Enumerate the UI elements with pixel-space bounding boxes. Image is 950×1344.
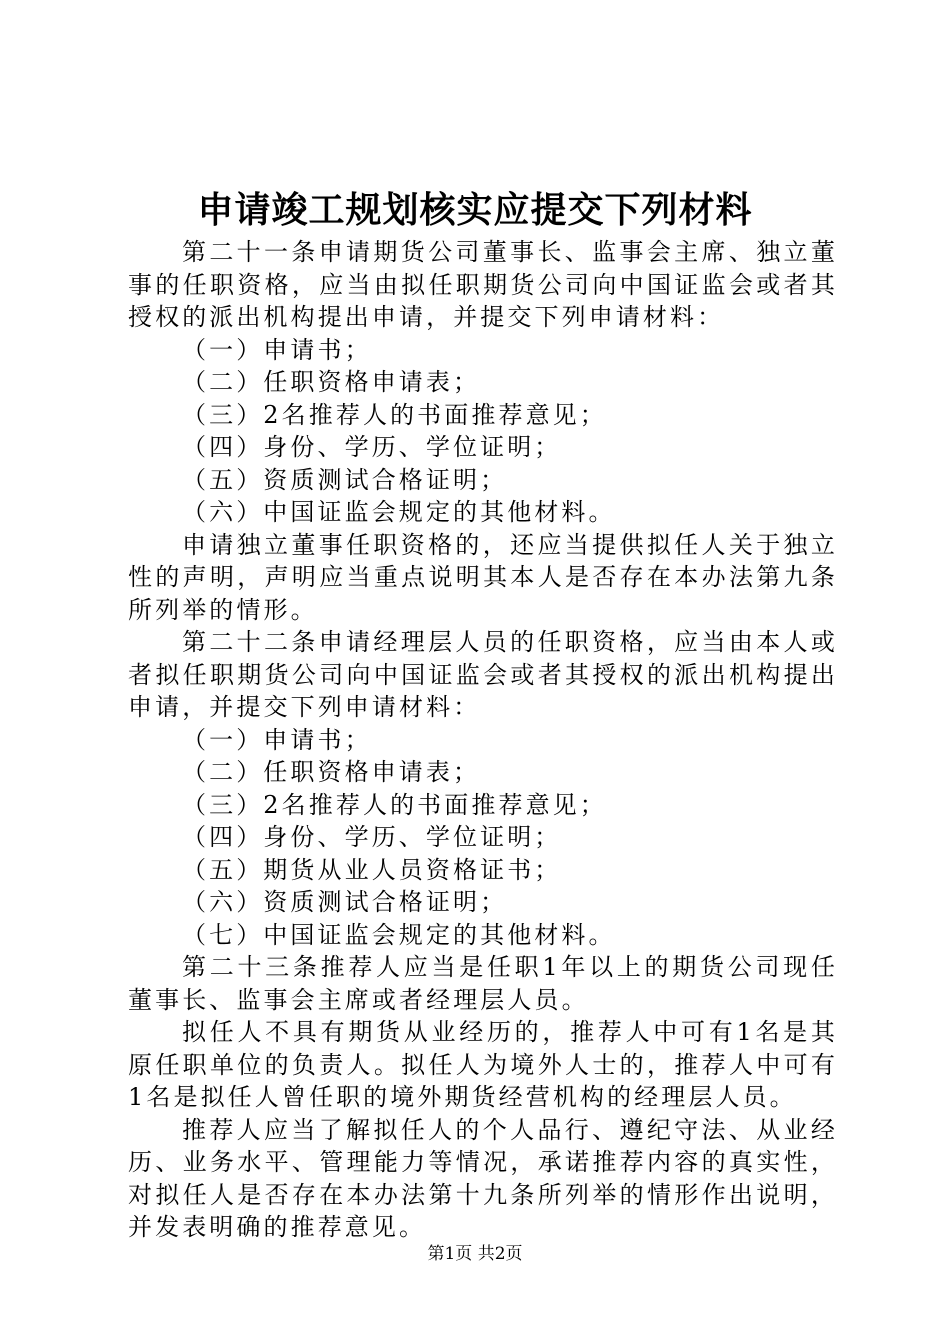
list-item: （五）期货从业人员资格证书； xyxy=(182,855,562,884)
list-item: （一）申请书； xyxy=(182,335,372,364)
list-item: （三）2名推荐人的书面推荐意见； xyxy=(182,400,607,429)
list-item: （二）任职资格申请表； xyxy=(182,758,481,786)
document-title: 申请竣工规划核实应提交下列材料 xyxy=(197,189,753,231)
paragraph-recommender-rule: 拟任人不具有期货从业经历的，推荐人中可有1名是其原任职单位的负责人。拟任人为境外人士的，推荐人中可有1名是拟任人曾任职的境外期货经营机构的经理层人员。 xyxy=(128,1018,838,1111)
page-footer: 第1页 共2页 xyxy=(427,1244,523,1264)
list-item: （二）任职资格申请表； xyxy=(182,368,481,396)
list-item: （六）中国证监会规定的其他材料。 xyxy=(182,498,616,526)
list-item: （三）2名推荐人的书面推荐意见； xyxy=(182,790,607,819)
list-item: （六）资质测试合格证明； xyxy=(182,888,508,916)
paragraph-article-22: 第二十二条申请经理层人员的任职资格，应当由本人或者拟任职期货公司向中国证监会或者其授权的派出机构提出申请，并提交下列申请材料： xyxy=(128,628,838,721)
document-body xyxy=(128,236,838,1244)
paragraph-recommender-duty: 推荐人应当了解拟任人的个人品行、遵纪守法、从业经历、业务水平、管理能力等情况，承诺推荐内容的真实性，对拟任人是否存在本办法第十九条所列举的情形作出说明，并发表明确的推荐意见。 xyxy=(128,1115,838,1241)
list-item: （四）身份、学历、学位证明； xyxy=(182,823,562,851)
paragraph-article-21: 第二十一条申请期货公司董事长、监事会主席、独立董事的任职资格，应当由拟任职期货公司向中国证监会或者其授权的派出机构提出申请，并提交下列申请材料： xyxy=(128,238,838,331)
paragraph-independence-statement: 申请独立董事任职资格的，还应当提供拟任人关于独立性的声明，声明应当重点说明其本人是否存在本办法第九条所列举的情形。 xyxy=(128,530,838,624)
paragraph-article-23: 第二十三条推荐人应当是任职1年以上的期货公司现任董事长、监事会主席或者经理层人员。 xyxy=(128,953,838,1014)
list-item: （五）资质测试合格证明； xyxy=(182,465,508,494)
list-item: （四）身份、学历、学位证明； xyxy=(182,433,562,461)
list-item: （一）申请书； xyxy=(182,725,372,754)
list-item: （七）中国证监会规定的其他材料。 xyxy=(182,920,616,949)
